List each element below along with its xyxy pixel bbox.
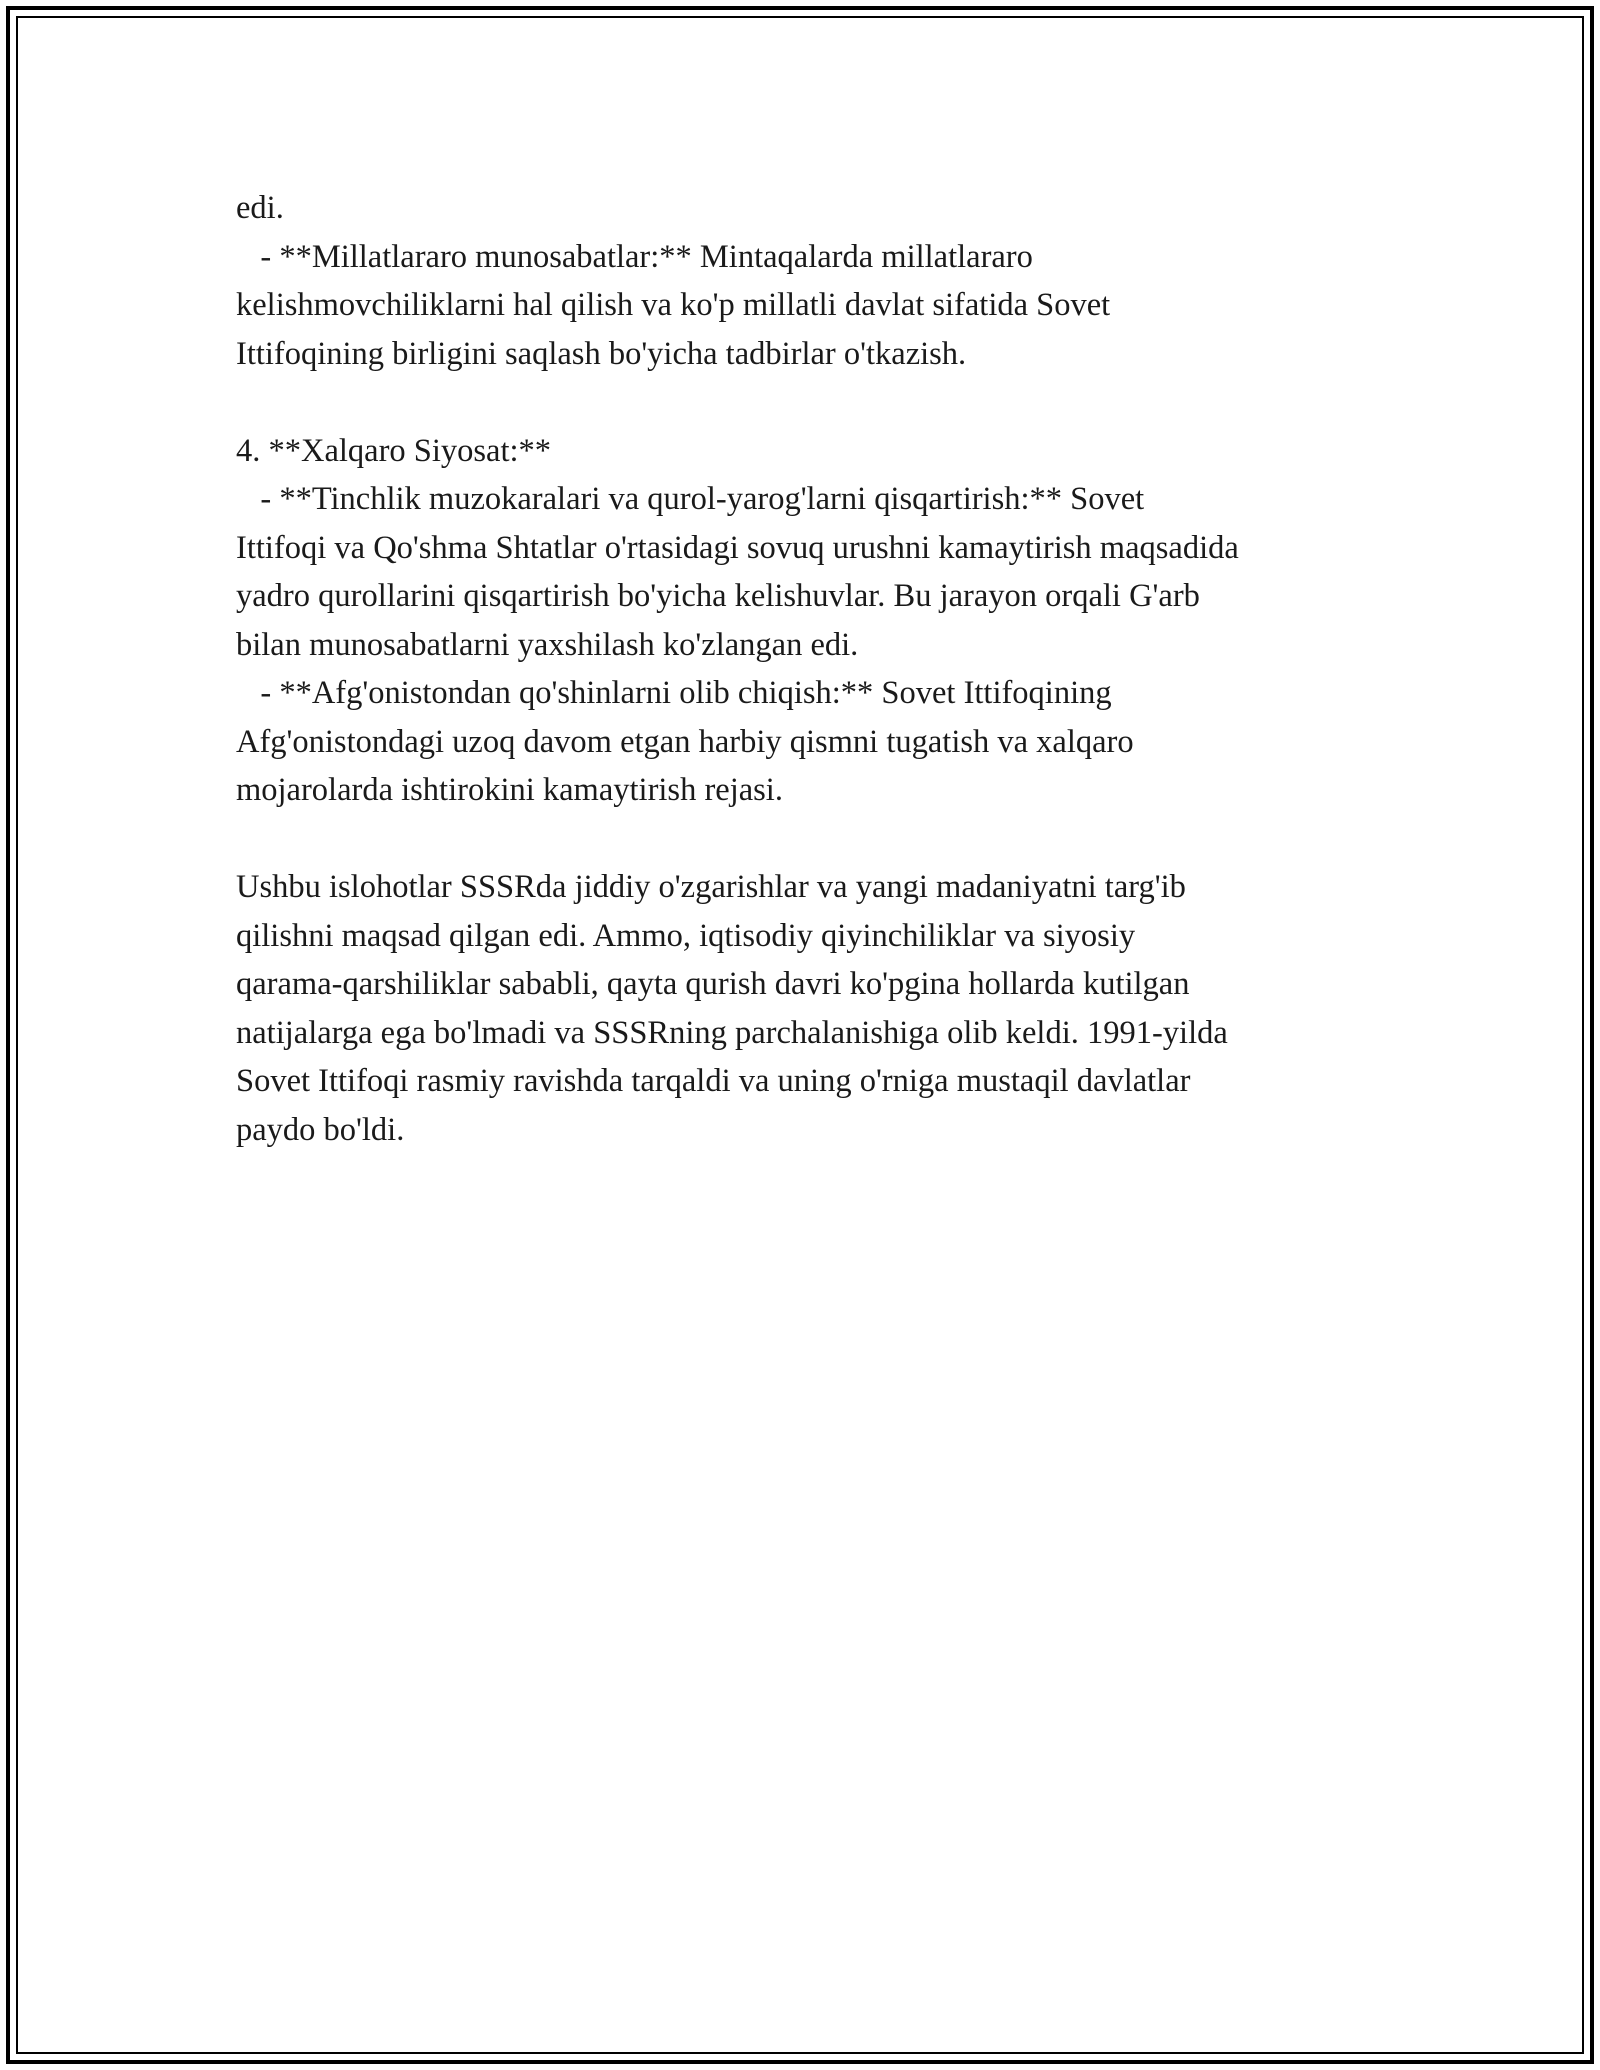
text-line: - **Millatlararo munosabatlar:** Mintaqalarda millatlararo <box>236 238 1033 275</box>
paragraph-spacer <box>236 378 1406 427</box>
text-line: qarama-qarshiliklar sababli, qayta qurish davri ko'pgina hollarda kutilgan <box>236 966 1190 1002</box>
text-line: yadro qurollarini qisqartirish bo'yicha kelishuvlar. Bu jarayon orqali G'arb <box>236 578 1200 614</box>
text-line: mojarolarda ishtirokini kamaytirish rejasi. <box>236 772 783 808</box>
text-line: kelishmovchiliklarni hal qilish va ko'p millatli davlat sifatida Sovet <box>236 287 1111 323</box>
text-line: - **Afg'onistondan qo'shinlarni olib chiqish:** Sovet Ittifoqining <box>236 675 1112 711</box>
section-international-policy <box>236 427 1406 815</box>
text-line: Ittifoqi va Qo'shma Shtatlar o'rtasidagi sovuq urushni kamaytirish maqsadida <box>236 529 1239 566</box>
text-line: Afg'onistondagi uzoq davom etgan harbiy qismni tugatish va xalqaro <box>236 723 1134 760</box>
text-line: Ittifoqining birligini saqlash bo'yicha tadbirlar o'tkazish. <box>236 335 967 372</box>
section-heading: 4. **Xalqaro Siyosat:** <box>236 432 552 469</box>
text-line: edi. <box>236 190 284 226</box>
document-body <box>236 184 1406 1154</box>
text-line: bilan munosabatlarni yaxshilash ko'zlangan edi. <box>236 626 859 663</box>
paragraph-interethnic-relations <box>236 184 1406 378</box>
text-line: paydo bo'ldi. <box>236 1111 405 1148</box>
text-line: Sovet Ittifoqi rasmiy ravishda tarqaldi va uning o'rniga mustaqil davlatlar <box>236 1063 1191 1099</box>
paragraph-conclusion <box>236 863 1406 1154</box>
paragraph-spacer <box>236 815 1406 864</box>
text-line: natijalarga ega bo'lmadi va SSSRning parchalanishiga olib keldi. 1991-yilda <box>236 1014 1228 1051</box>
text-line: - **Tinchlik muzokaralari va qurol-yarog'larni qisqartirish:** Sovet <box>236 481 1145 517</box>
text-line: Ushbu islohotlar SSSRda jiddiy o'zgarishlar va yangi madaniyatni targ'ib <box>236 869 1186 905</box>
text-line: qilishni maqsad qilgan edi. Ammo, iqtisodiy qiyinchiliklar va siyosiy <box>236 917 1136 954</box>
